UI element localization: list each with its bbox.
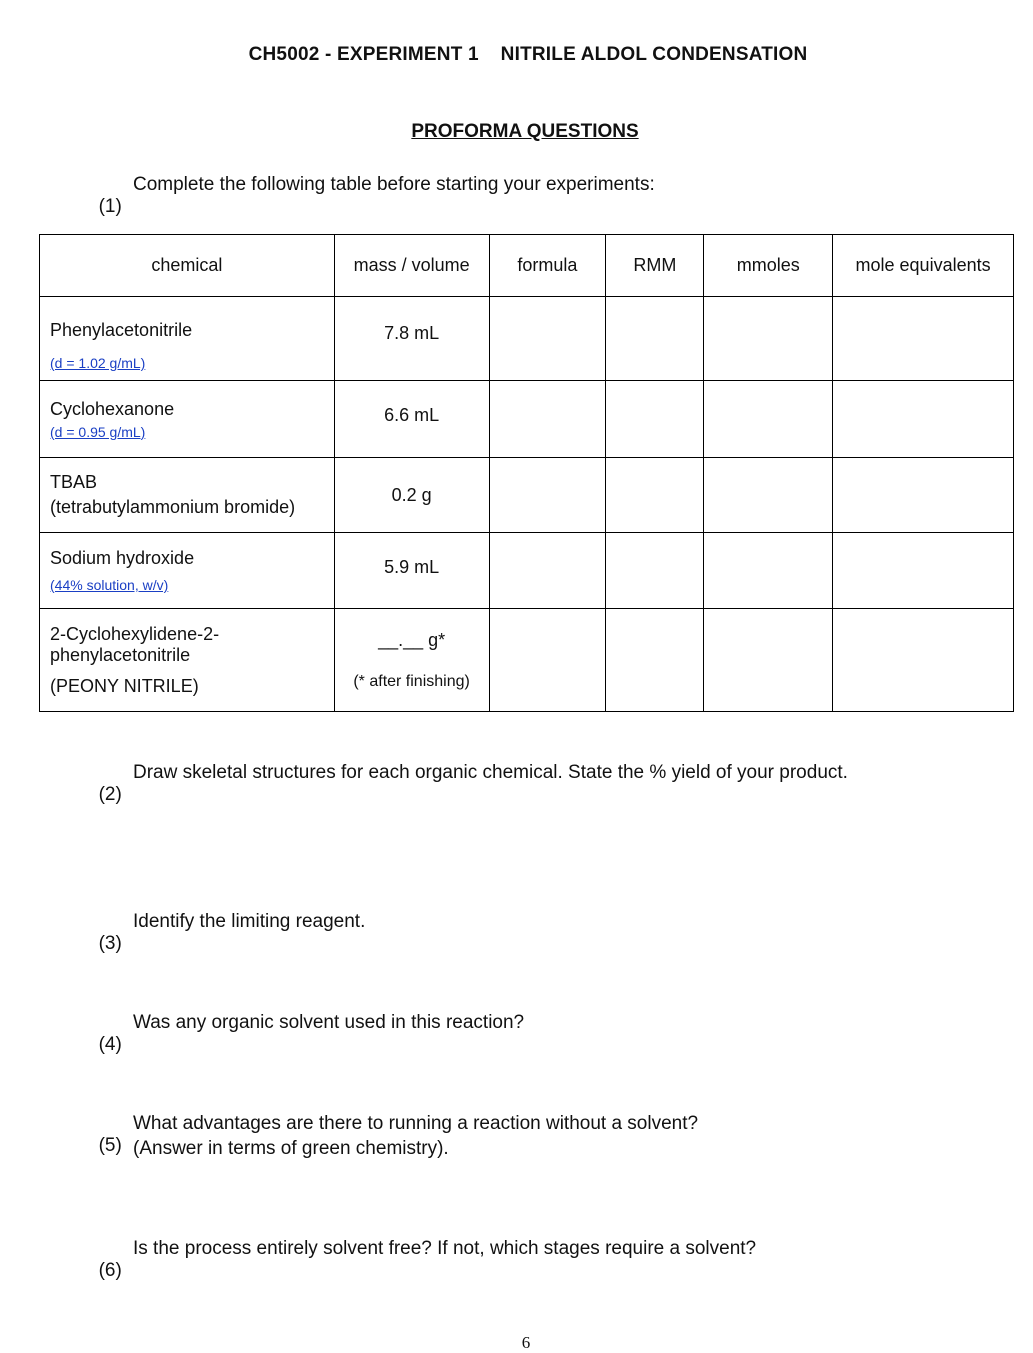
- mole-equivalents-input-cell[interactable]: [833, 297, 1014, 381]
- question-number: (3): [98, 933, 122, 954]
- question-2: [88, 762, 848, 806]
- table-row: [40, 458, 1014, 533]
- section-heading: PROFORMA QUESTIONS: [411, 121, 639, 142]
- question-6: [88, 1238, 757, 1282]
- question-5: [88, 1113, 699, 1179]
- mass-cell: 5.9 mL: [334, 533, 489, 609]
- question-number: (4): [98, 1034, 122, 1055]
- density-note: (d = 0.95 g/mL): [50, 423, 146, 440]
- reagent-table: [39, 234, 1014, 712]
- mmoles-input-cell[interactable]: [704, 609, 833, 712]
- question-text: Is the process entirely solvent free? If not, which stages require a solvent?: [133, 1238, 757, 1259]
- mass-cell: [334, 609, 489, 712]
- formula-input-cell[interactable]: [489, 381, 606, 458]
- rmm-input-cell[interactable]: [606, 458, 704, 533]
- question-1: [88, 174, 655, 218]
- chemical-name: TBAB: [50, 472, 98, 492]
- page-number: 6: [521, 1333, 531, 1352]
- column-header: chemical: [40, 235, 335, 297]
- chemical-name: Cyclohexanone: [50, 398, 175, 419]
- concentration-note: (44% solution, w/v): [50, 577, 169, 593]
- chemical-name: 2-Cyclohexylidene-2-: [50, 623, 220, 644]
- yield-mass-blank[interactable]: __.__ g*: [378, 629, 446, 650]
- mole-equivalents-input-cell[interactable]: [833, 609, 1014, 712]
- question-number: (6): [98, 1260, 122, 1281]
- table-row: [40, 609, 1014, 712]
- formula-input-cell[interactable]: [489, 297, 606, 381]
- chemical-name-cont: phenylacetonitrile: [50, 644, 191, 665]
- question-text: Identify the limiting reagent.: [133, 911, 366, 932]
- formula-input-cell[interactable]: [489, 609, 606, 712]
- chemical-cell: [40, 297, 335, 381]
- chemical-full-name: (tetrabutylammonium bromide): [50, 497, 296, 517]
- chemical-cell: [40, 458, 335, 533]
- rmm-input-cell[interactable]: [606, 297, 704, 381]
- column-header: mmoles: [704, 235, 833, 297]
- table-row: [40, 297, 1014, 381]
- question-text: Was any organic solvent used in this reaction?: [133, 1012, 525, 1033]
- chemical-name: Phenylacetonitrile: [50, 320, 193, 340]
- question-3: [88, 911, 366, 955]
- question-number: (5): [98, 1135, 122, 1156]
- formula-input-cell[interactable]: [489, 458, 606, 533]
- rmm-input-cell[interactable]: [606, 609, 704, 712]
- mass-note: (* after finishing): [353, 672, 470, 690]
- rmm-input-cell[interactable]: [606, 381, 704, 458]
- question-text: What advantages are there to running a reaction without a solvent?: [133, 1113, 699, 1134]
- question-number: (2): [98, 784, 122, 805]
- mass-cell: 7.8 mL: [334, 297, 489, 381]
- chemical-name: Sodium hydroxide: [50, 548, 195, 568]
- mole-equivalents-input-cell[interactable]: [833, 381, 1014, 458]
- mmoles-input-cell[interactable]: [704, 297, 833, 381]
- mmoles-input-cell[interactable]: [704, 381, 833, 458]
- column-header: formula: [489, 235, 606, 297]
- chemical-trade-name: (PEONY NITRILE): [50, 675, 199, 696]
- column-header: RMM: [606, 235, 704, 297]
- mole-equivalents-input-cell[interactable]: [833, 533, 1014, 609]
- mmoles-input-cell[interactable]: [704, 458, 833, 533]
- rmm-input-cell[interactable]: [606, 533, 704, 609]
- column-header: mole equivalents: [833, 235, 1014, 297]
- table-row: [40, 533, 1014, 609]
- question-text: Draw skeletal structures for each organic chemical. State the % yield of your product.: [133, 762, 848, 783]
- question-4: [88, 1012, 525, 1056]
- density-note: (d = 1.02 g/mL): [50, 355, 146, 371]
- mass-cell: 6.6 mL: [334, 381, 489, 458]
- formula-input-cell[interactable]: [489, 533, 606, 609]
- page-title: CH5002 - EXPERIMENT 1 NITRILE ALDOL CONDENSATION: [248, 44, 808, 65]
- table-header-row: [40, 235, 1014, 297]
- column-header: mass / volume: [334, 235, 489, 297]
- question-text-cont: (Answer in terms of green chemistry).: [133, 1138, 449, 1159]
- mmoles-input-cell[interactable]: [704, 533, 833, 609]
- mass-cell: 0.2 g: [334, 458, 489, 533]
- chemical-cell: [40, 533, 335, 609]
- question-number: (1): [98, 196, 122, 217]
- mole-equivalents-input-cell[interactable]: [833, 458, 1014, 533]
- chemical-cell: [40, 609, 335, 712]
- question-text: Complete the following table before starting your experiments:: [133, 174, 655, 195]
- chemical-cell: [40, 381, 335, 458]
- table-row: [40, 381, 1014, 458]
